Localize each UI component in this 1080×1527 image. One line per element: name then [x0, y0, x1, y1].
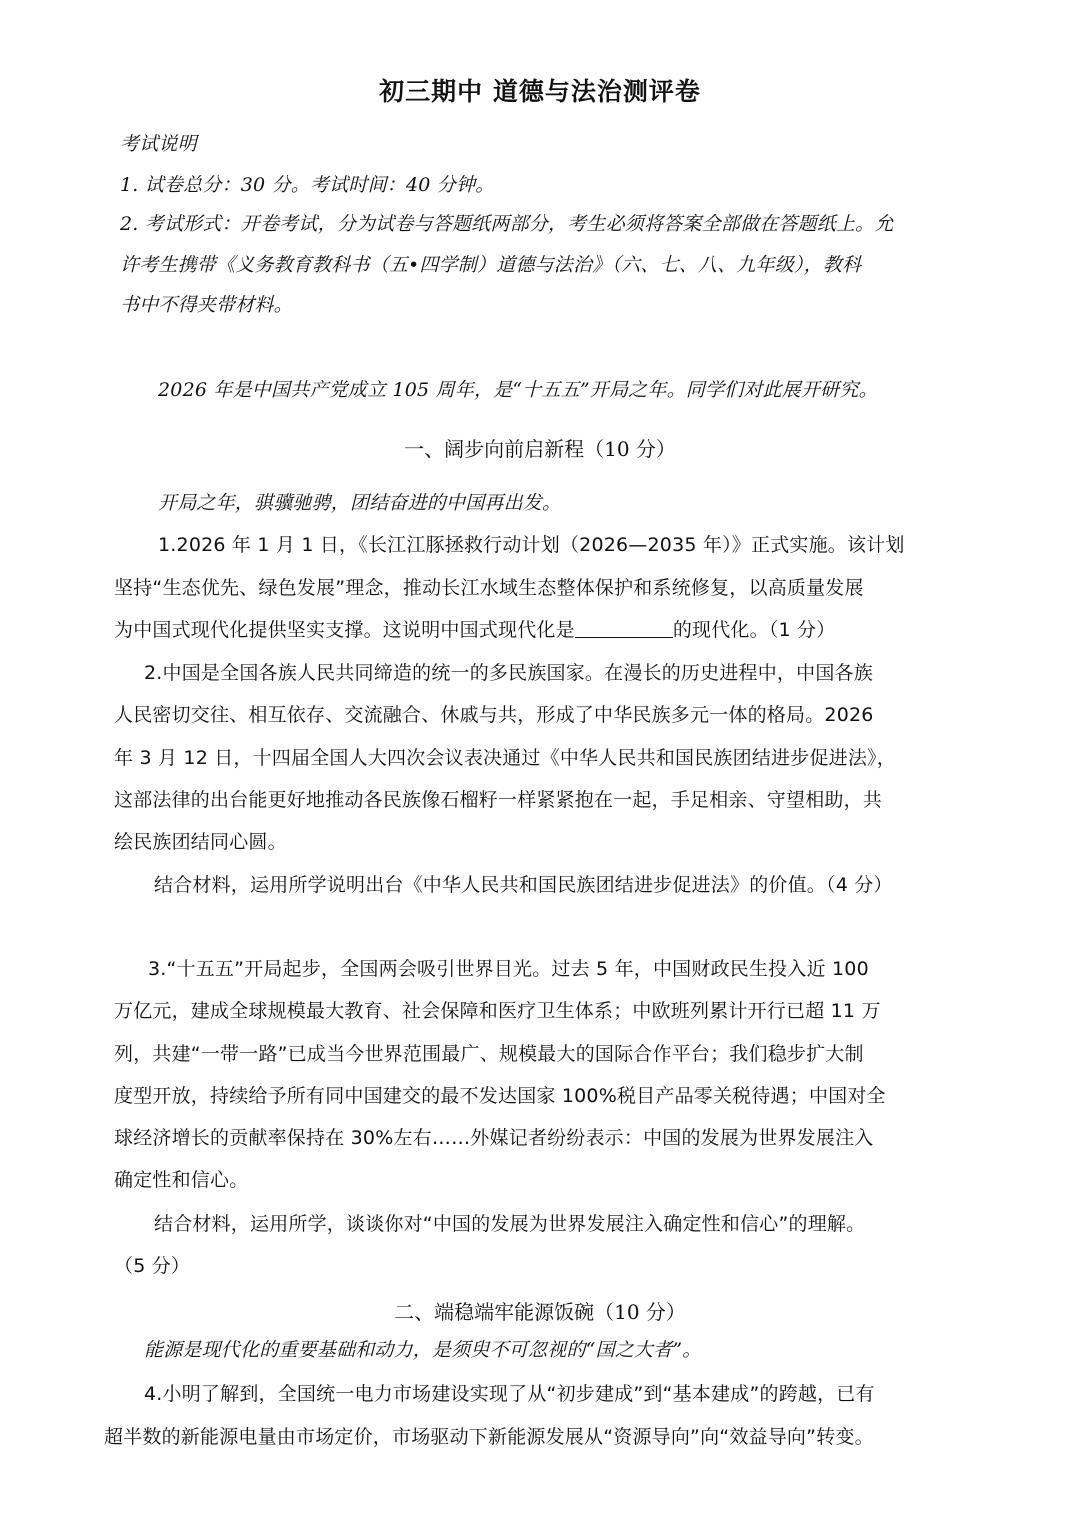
q3-task-line-1: 结合材料，运用所学，谈谈你对“中国的发展为世界发展注入确定性和信心”的理解。 [154, 1213, 866, 1235]
q1-line-1: 1.2026 年 1 月 1 日，《长江江豚拯救行动计划（2026—2035 年）》正式实施。该计划 [158, 534, 905, 556]
q3-line-3: 列，共建“一带一路”已成当今世界范围最广、规模最大的国际合作平台；我们稳步扩大制 [114, 1043, 864, 1065]
q2-line-1: 2.中国是全国各族人民共同缔造的统一的多民族国家。在漫长的历史进程中，中国各族 [144, 662, 873, 684]
intro-text: 2026 年是中国共产党成立 105 周年，是“十五五”开局之年。同学们对此展开研究。 [158, 379, 878, 401]
q2-line-3: 年 3 月 12 日，十四届全国人大四次会议表决通过《中华人民共和国民族团结进步促进法》， [114, 747, 896, 769]
instruction-item-2-line-1: 2. 考试形式：开卷考试，分为试卷与答题纸两部分，考生必须将答案全部做在答题纸上。允 [120, 213, 894, 235]
q1-answer-blank[interactable] [575, 619, 673, 638]
q1-line-3 [114, 617, 835, 643]
section-1-heading: 一、阔步向前启新程（10 分） [404, 437, 676, 461]
instructions-heading: 考试说明 [120, 133, 197, 155]
q1-line-3-end: 的现代化。（1 分） [672, 619, 836, 641]
q2-line-4: 这部法律的出台能更好地推动各民族像石榴籽一样紧紧抱在一起，手足相亲、守望相助，共 [114, 789, 883, 811]
instruction-item-2-line-2: 许考生携带《义务教育教科书（五•四学制）道德与法治》（六、七、八、九年级），教科 [120, 254, 862, 276]
q3-line-4: 度型开放，持续给予所有同中国建交的最不发达国家 100%税目产品零关税待遇；中国对全 [114, 1085, 886, 1107]
q4-line-2: 超半数的新能源电量由市场定价，市场驱动下新能源发展从“资源导向”向“效益导向”转变。 [104, 1426, 874, 1448]
q3-line-1: 3.“十五五”开局起步，全国两会吸引世界目光。过去 5 年，中国财政民生投入近 100 [148, 958, 869, 980]
instruction-item-1: 1. 试卷总分：30 分。考试时间：40 分钟。 [120, 174, 495, 196]
q4-line-1: 4.小明了解到，全国统一电力市场建设实现了从“初步建成”到“基本建成”的跨越，已有 [144, 1383, 875, 1405]
q3-line-5: 球经济增长的贡献率保持在 30%左右……外媒记者纷纷表示：中国的发展为世界发展注入 [114, 1127, 874, 1149]
section-2-lead: 能源是现代化的重要基础和动力，是须臾不可忽视的“国之大者”。 [144, 1339, 702, 1361]
section-1-lead: 开局之年，骐骥驰骋，团结奋进的中国再出发。 [158, 492, 562, 514]
instruction-item-2-line-3: 书中不得夹带材料。 [120, 294, 293, 316]
q2-line-5: 绘民族团结同心圆。 [114, 831, 287, 853]
q3-line-6: 确定性和信心。 [114, 1169, 249, 1191]
q2-line-2: 人民密切交往、相互依存、交流融合、休戚与共，形成了中华民族多元一体的格局。2026 [114, 704, 874, 726]
q1-line-3-start: 为中国式现代化提供坚实支撑。这说明中国式现代化是 [114, 619, 575, 641]
section-2-heading: 二、端稳端牢能源饭碗（10 分） [394, 1300, 686, 1324]
q3-task-line-2: （5 分） [114, 1255, 191, 1277]
q3-line-2: 万亿元，建成全球规模最大教育、社会保障和医疗卫生体系；中欧班列累计开行已超 11 万 [114, 1000, 881, 1022]
page-title: 初三期中 道德与法治测评卷 [379, 77, 701, 106]
q2-task: 结合材料，运用所学说明出台《中华人民共和国民族团结进步促进法》的价值。（4 分） [154, 874, 893, 896]
q1-line-2: 坚持“生态优先、绿色发展”理念，推动长江水域生态整体保护和系统修复，以高质量发展 [114, 577, 864, 599]
